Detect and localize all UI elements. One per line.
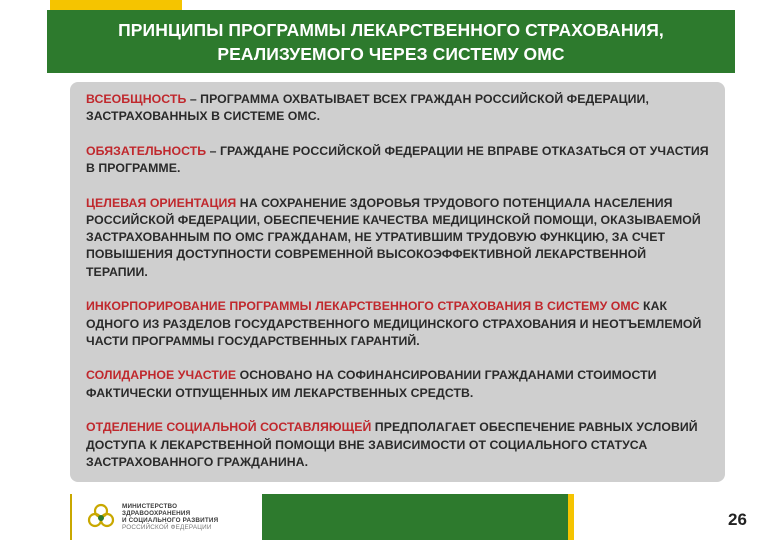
ministry-emblem-icon — [86, 502, 116, 532]
principle-term: СОЛИДАРНОЕ УЧАСТИЕ — [86, 368, 237, 383]
footer-green-bar — [262, 494, 568, 540]
principle-term: ОТДЕЛЕНИЕ СОЦИАЛЬНОЙ СОСТАВЛЯЮЩЕЙ — [86, 420, 372, 435]
principle-item — [86, 367, 711, 401]
principle-item — [86, 298, 711, 350]
ministry-logo — [70, 494, 260, 540]
ministry-name-line: И СОЦИАЛЬНОГО РАЗВИТИЯ — [122, 517, 219, 524]
ministry-name-line: ЗДРАВООХРАНЕНИЯ — [122, 509, 191, 517]
principles-panel — [70, 82, 725, 482]
slide-title-line2: РЕАЛИЗУЕМОГО ЧЕРЕЗ СИСТЕМУ ОМС — [217, 43, 565, 64]
slide-header — [47, 10, 735, 73]
ministry-name-line: МИНИСТЕРСТВО — [122, 502, 178, 510]
principle-item — [86, 143, 711, 177]
top-accent-bar — [50, 0, 182, 10]
principle-term: ВСЕОБЩНОСТЬ — [86, 92, 187, 106]
page-number: 26 — [728, 510, 747, 529]
principle-text: НА СОХРАНЕНИЕ ЗДОРОВЬЯ ТРУДОВОГО ПОТЕНЦИАЛА НАСЕЛЕНИЯ РОССИЙСКОЙ ФЕДЕРАЦИИ, ОБЕСПЕЧЕНИЕ КАЧЕСТВА МЕДИЦИНСКОЙ ПОМОЩИ, ОКАЗЫВАЕМОЙ ЗАСТРАХОВАННЫМ ПО ОМС ГРАЖДАНАМ, НЕ УТРАТИВШИМ ТРУДОВУЮ ФУНКЦИЮ, ЗА СЧЕТ ПОВЫШЕНИЯ ДОСТУПНОСТИ СОВРЕМЕННОЙ ВЫСОКОЭФФЕКТИВНОЙ ЛЕКАРСТВЕННОЙ ТЕРАПИИ. — [86, 195, 701, 279]
footer-yellow-bar — [568, 494, 574, 540]
ministry-name-line: РОССИЙСКОЙ ФЕДЕРАЦИИ — [122, 524, 212, 532]
principle-text: – ПРОГРАММА ОХВАТЫВАЕТ ВСЕХ ГРАЖДАН РОССИЙСКОЙ ФЕДЕРАЦИИ, ЗАСТРАХОВАННЫХ В СИСТЕМЕ ОМС. — [86, 92, 649, 124]
principle-text: – ГРАЖДАНЕ РОССИЙСКОЙ ФЕДЕРАЦИИ НЕ ВПРАВЕ ОТКАЗАТЬСЯ ОТ УЧАСТИЯ В ПРОГРАММЕ. — [86, 143, 709, 176]
principle-term: ИНКОРПОРИРОВАНИЕ ПРОГРАММЫ ЛЕКАРСТВЕННОГО СТРАХОВАНИЯ В СИСТЕМУ ОМС — [86, 299, 640, 314]
principle-term: ОБЯЗАТЕЛЬНОСТЬ — [86, 143, 207, 158]
principle-item — [86, 419, 711, 471]
ministry-name — [122, 503, 218, 532]
principle-term: ЦЕЛЕВАЯ ОРИЕНТАЦИЯ — [86, 195, 237, 210]
principle-text: ОСНОВАНО НА СОФИНАНСИРОВАНИИ ГРАЖДАНАМИ СТОИМОСТИ ФАКТИЧЕСКИ ОТПУЩЕННЫХ ИМ ЛЕКАРСТВЕННЫХ СРЕДСТВ. — [86, 368, 657, 400]
principle-item — [86, 195, 711, 281]
principle-text: ПРЕДПОЛАГАЕТ ОБЕСПЕЧЕНИЕ РАВНЫХ УСЛОВИЙ ДОСТУПА К ЛЕКАРСТВЕННОЙ ПОМОЩИ ВНЕ ЗАВИСИМОСТИ ОТ СОЦИАЛЬНОГО СТАТУСА ЗАСТРАХОВАННОГО ГРАЖДАНИНА. — [86, 420, 698, 469]
principle-item — [86, 91, 711, 125]
principle-text: КАК ОДНОГО ИЗ РАЗДЕЛОВ ГОСУДАРСТВЕННОГО МЕДИЦИНСКОГО СТРАХОВАНИЯ И НЕОТЪЕМЛЕМОЙ ЧАСТИ ПРОГРАММЫ ГОСУДАРСТВЕННЫХ ГАРАНТИЙ. — [86, 299, 702, 348]
slide-title-line1: ПРИНЦИПЫ ПРОГРАММЫ ЛЕКАРСТВЕННОГО СТРАХОВАНИЯ, — [118, 19, 664, 40]
